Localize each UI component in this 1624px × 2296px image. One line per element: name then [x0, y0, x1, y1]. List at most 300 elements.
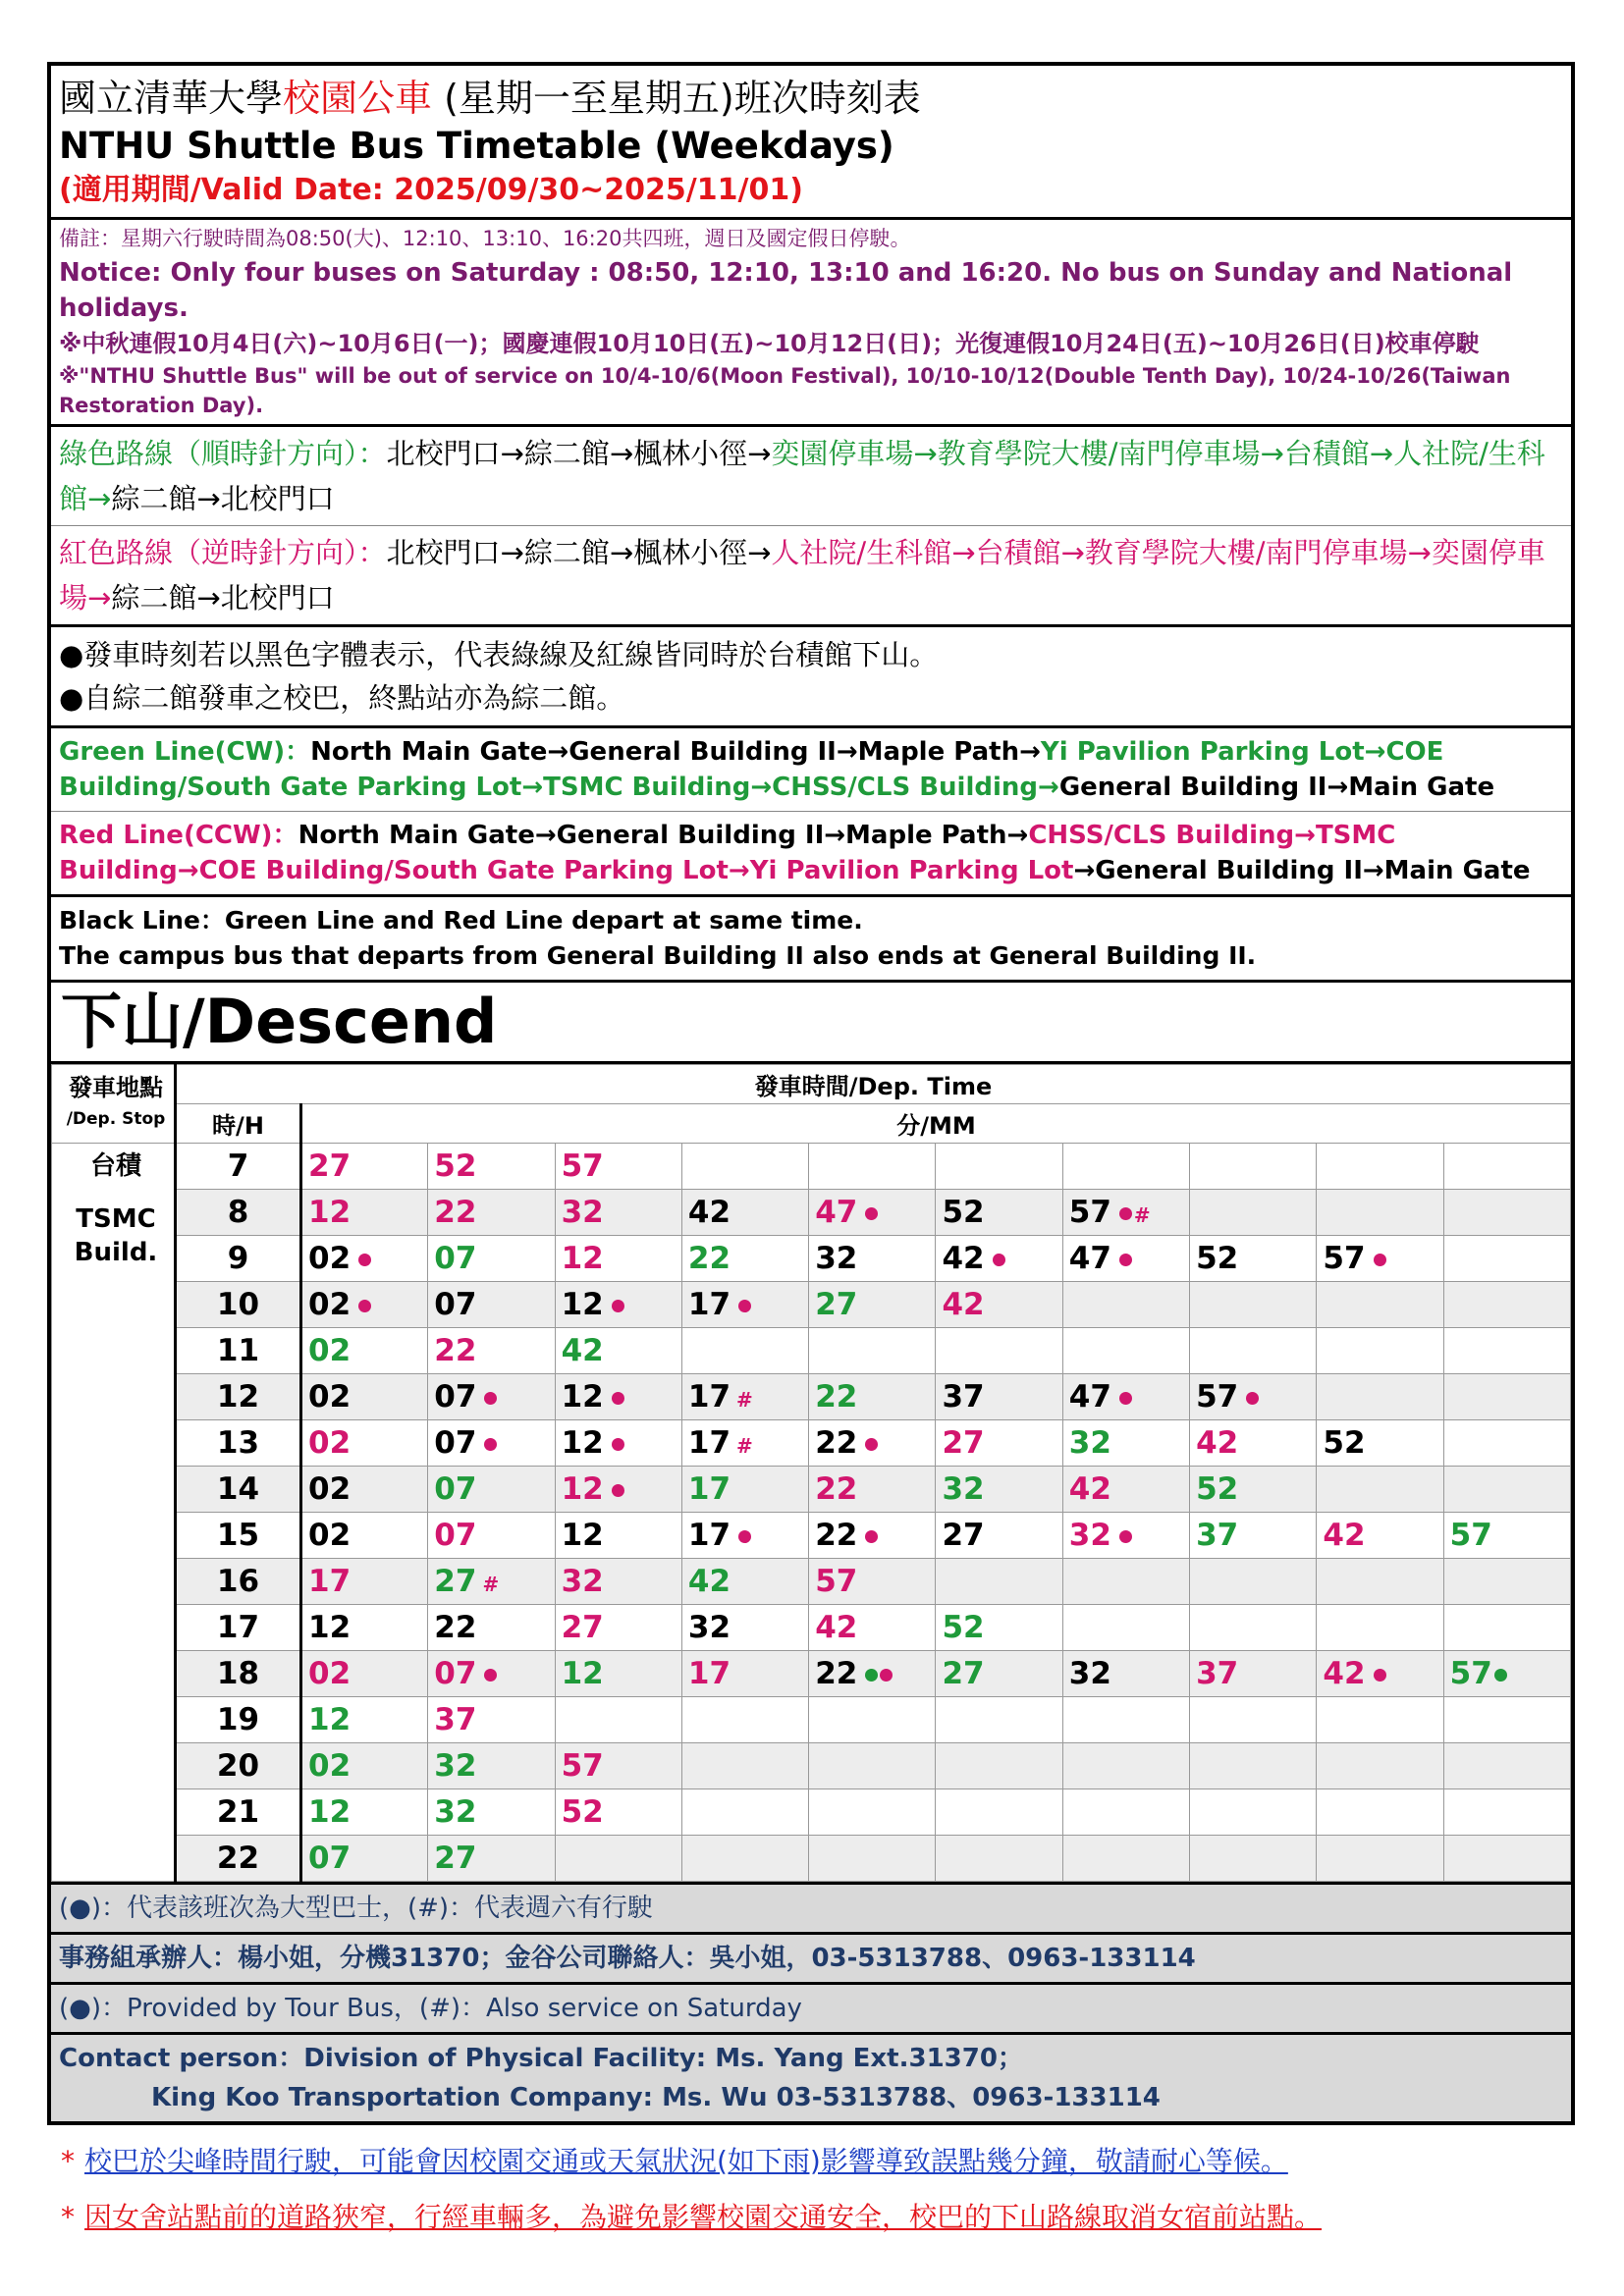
tour-bus-dot-icon: [484, 1438, 497, 1451]
minute-cell: [428, 1789, 555, 1836]
minute-cell: [428, 1605, 555, 1651]
minute-cell: [301, 1144, 428, 1190]
minute-value: 07: [308, 1841, 352, 1876]
minute-value: 32: [687, 1610, 731, 1645]
minute-cell: [555, 1374, 681, 1420]
tour-bus-dot-icon: [865, 1530, 878, 1543]
minute-cell: [681, 1697, 808, 1743]
minute-cell: [1317, 1605, 1443, 1651]
minute-cell: [1190, 1836, 1317, 1882]
dep-stop-label: 台積: [89, 1151, 141, 1181]
minute-cell: [555, 1789, 681, 1836]
minute-cell: [681, 1559, 808, 1605]
minute-cell: [1062, 1328, 1189, 1374]
title-en: NTHU Shuttle Bus Timetable (Weekdays): [59, 125, 894, 167]
table-row: [52, 1190, 1571, 1236]
tour-bus-dot-icon: [358, 1300, 371, 1312]
minute-cell: [1190, 1420, 1317, 1467]
minute-value: 17: [687, 1379, 731, 1415]
minute-cell: [809, 1651, 936, 1697]
minute-value: 52: [434, 1148, 477, 1184]
minute-value: 07: [434, 1287, 477, 1322]
minute-cell: [555, 1282, 681, 1328]
minute-value: 17: [687, 1425, 731, 1461]
minute-cell: [1317, 1236, 1443, 1282]
minute-cell: [936, 1282, 1062, 1328]
minute-value: 42: [1068, 1471, 1111, 1507]
minute-cell: [1317, 1697, 1443, 1743]
minute-cell: [428, 1420, 555, 1467]
minute-cell: [428, 1651, 555, 1697]
contact-zh: 事務組承辦人：楊小姐，分機31370；金谷公司聯絡人：吳小姐，03-5313788、0963-133114: [51, 1935, 1571, 1985]
minute-cell: [301, 1513, 428, 1559]
table-row: [52, 1513, 1571, 1559]
minute-value: 12: [308, 1610, 352, 1645]
minute-cell: [1062, 1697, 1189, 1743]
minute-value: 27: [434, 1841, 477, 1876]
route-segment: North Main Gate→General Building II→Maple Path→: [310, 737, 1041, 767]
table-row: [52, 1697, 1571, 1743]
minute-cell: [301, 1697, 428, 1743]
hour-cell: 11: [176, 1328, 301, 1374]
minute-cell: [809, 1282, 936, 1328]
minute-cell: [681, 1651, 808, 1697]
minute-value: 42: [1323, 1518, 1366, 1553]
green-route-en: [51, 728, 1571, 812]
minute-cell: [936, 1190, 1062, 1236]
minute-cell: [428, 1144, 555, 1190]
minute-cell: [681, 1282, 808, 1328]
contact-en-1: Contact person：Division of Physical Facility: Ms. Yang Ext.31370；: [59, 2044, 1023, 2073]
minute-cell: [428, 1743, 555, 1789]
minute-value: 32: [1068, 1518, 1111, 1553]
tour-bus-dot-icon: [738, 1530, 751, 1543]
tour-bus-dot-icon: [1119, 1530, 1132, 1543]
minute-cell: [936, 1559, 1062, 1605]
tour-bus-dot-icon: [880, 1669, 893, 1682]
contact-en: [51, 2035, 1571, 2121]
minute-value: 02: [308, 1518, 352, 1553]
hour-cell: 22: [176, 1836, 301, 1882]
minute-cell: [936, 1836, 1062, 1882]
minute-cell: [809, 1559, 936, 1605]
minute-value: 07: [434, 1518, 477, 1553]
minute-cell: [1062, 1144, 1189, 1190]
minute-value: 27: [942, 1518, 985, 1553]
minute-cell: [428, 1467, 555, 1513]
minute-cell: [1443, 1328, 1570, 1374]
minute-cell: [809, 1605, 936, 1651]
table-row: [52, 1467, 1571, 1513]
minute-cell: [555, 1605, 681, 1651]
table-row: [52, 1144, 1571, 1190]
timetable: [51, 1064, 1571, 1882]
bottom-note-2: * 因女舍站點前的道路狹窄，行經車輛多，為避免影響校園交通安全，校巴的下山路線取消女宿前站點。: [61, 2201, 1323, 2233]
minute-cell: [1443, 1559, 1570, 1605]
minute-cell: [1190, 1789, 1317, 1836]
tour-bus-dot-icon: [1119, 1392, 1132, 1405]
minute-cell: [1062, 1236, 1189, 1282]
minute-value: 52: [942, 1195, 985, 1230]
minute-cell: [1317, 1420, 1443, 1467]
route-segment: Yi Pavilion Parking Lot→COE Building/South Gate Parking Lot→TSMC Building→CHSS/CLS Building→: [59, 737, 1444, 802]
notice-zh: 備註：星期六行駛時間為08:50(大)、12:10、13:10、16:20共四班，週日及國定假日停駛。: [59, 227, 911, 250]
title-zh-red: 校園公車: [283, 77, 433, 120]
saturday-mark: #: [1133, 1203, 1151, 1227]
title-zh-post: (星期一至星期五)班次時刻表: [432, 77, 921, 120]
minute-cell: [936, 1467, 1062, 1513]
legend-en: (●)：Provided by Tour Bus，(#)：Also service on Saturday: [51, 1985, 1571, 2035]
minute-cell: [428, 1328, 555, 1374]
dep-stop-label: TSMC: [76, 1204, 156, 1234]
minute-value: 37: [434, 1702, 477, 1737]
minute-value: 52: [561, 1794, 604, 1830]
route-segment: North Main Gate→General Building II→Maple Path→: [298, 821, 1029, 850]
dep-stop-cell: [52, 1144, 176, 1882]
red-route-en: [51, 812, 1571, 897]
minute-value: 57: [1196, 1379, 1239, 1415]
minute-cell: [1190, 1282, 1317, 1328]
bullet-note: ●自綜二館發車之校巴，終點站亦為綜二館。: [59, 681, 625, 715]
minute-cell: [1190, 1467, 1317, 1513]
minute-value: 22: [815, 1471, 858, 1507]
title-block: [51, 66, 1571, 220]
green-route-zh: [51, 427, 1571, 526]
black-line-1: Black Line：Green Line and Red Line depart at same time.: [59, 906, 863, 934]
minute-value: 07: [434, 1241, 477, 1276]
dep-stop-en: /Dep. Stop: [66, 1108, 166, 1129]
tour-bus-dot-icon: [484, 1669, 497, 1682]
minute-cell: [1317, 1513, 1443, 1559]
minute-cell: [809, 1144, 936, 1190]
minute-cell: [936, 1328, 1062, 1374]
minute-cell: [936, 1789, 1062, 1836]
minute-value: 12: [561, 1241, 604, 1276]
tour-bus-dot-icon: [865, 1207, 878, 1220]
minute-value: 57: [561, 1148, 604, 1184]
hour-cell: 19: [176, 1697, 301, 1743]
minute-cell: [301, 1236, 428, 1282]
table-row: [52, 1420, 1571, 1467]
tour-bus-dot-icon: [1119, 1254, 1132, 1266]
minute-cell: [1443, 1144, 1570, 1190]
minute-value: 52: [942, 1610, 985, 1645]
timetable-frame: [47, 62, 1575, 2125]
minute-cell: [428, 1236, 555, 1282]
minute-cell: [809, 1697, 936, 1743]
minute-value: 17: [687, 1471, 731, 1507]
minute-cell: [301, 1467, 428, 1513]
minute-cell: [301, 1328, 428, 1374]
hour-cell: 17: [176, 1605, 301, 1651]
minute-value: 27: [308, 1148, 352, 1184]
notice-block: [51, 220, 1571, 427]
minute-value: 17: [687, 1656, 731, 1691]
minute-cell: [1317, 1374, 1443, 1420]
table-row: [52, 1651, 1571, 1697]
minute-cell: [555, 1651, 681, 1697]
minute-value: 42: [942, 1287, 985, 1322]
hour-cell: 7: [176, 1144, 301, 1190]
tour-bus-dot-icon: [612, 1300, 624, 1312]
tour-bus-dot-icon: [1246, 1392, 1259, 1405]
minute-value: 57: [1449, 1518, 1492, 1553]
saturday-mark: #: [482, 1573, 500, 1596]
holiday-en: ※"NTHU Shuttle Bus" will be out of service on 10/4-10/6(Moon Festival), 10/10-10/12(Double Tenth Day), 10/24-10/26(Taiwan Restoration Day).: [59, 364, 1511, 417]
minute-cell: [1443, 1836, 1570, 1882]
minute-cell: [681, 1190, 808, 1236]
minute-cell: [1062, 1190, 1189, 1236]
minute-value: 22: [434, 1610, 477, 1645]
minute-cell: [1062, 1513, 1189, 1559]
minute-cell: [936, 1513, 1062, 1559]
minute-value: 57: [815, 1564, 858, 1599]
table-row: [52, 1282, 1571, 1328]
contact-en-2: King Koo Transportation Company: Ms. Wu 03-5313788、0963-133114: [151, 2083, 1161, 2112]
minute-value: 07: [434, 1379, 477, 1415]
minute-cell: [809, 1513, 936, 1559]
minute-cell: [1062, 1467, 1189, 1513]
table-row: [52, 1743, 1571, 1789]
bottom-note-text: 校巴於尖峰時間行駛，可能會因校園交通或天氣狀況(如下雨)影響導致誤點幾分鐘，敬請耐心等候。: [84, 2145, 1288, 2177]
minute-cell: [301, 1190, 428, 1236]
minute-cell: [555, 1420, 681, 1467]
minute-cell: [1317, 1651, 1443, 1697]
hour-cell: 10: [176, 1282, 301, 1328]
minute-value: 42: [1196, 1425, 1239, 1461]
dep-stop-header: [52, 1065, 176, 1144]
minute-value: 32: [434, 1748, 477, 1784]
minute-cell: [555, 1743, 681, 1789]
table-row: [52, 1328, 1571, 1374]
minute-value: 22: [815, 1656, 858, 1691]
minute-value: 22: [815, 1379, 858, 1415]
minute-cell: [681, 1420, 808, 1467]
minute-cell: [1443, 1467, 1570, 1513]
minute-value: 12: [561, 1518, 604, 1553]
tour-bus-dot-icon: [993, 1254, 1005, 1266]
minute-cell: [936, 1236, 1062, 1282]
minute-cell: [681, 1836, 808, 1882]
tour-bus-dot-icon: [1374, 1669, 1386, 1682]
minute-cell: [428, 1513, 555, 1559]
minute-value: 37: [1196, 1518, 1239, 1553]
minute-value: 37: [942, 1379, 985, 1415]
minute-cell: [1062, 1789, 1189, 1836]
minute-cell: [809, 1328, 936, 1374]
minute-value: 57: [561, 1748, 604, 1784]
hour-cell: 18: [176, 1651, 301, 1697]
minute-value: 22: [815, 1518, 858, 1553]
route-segment: Green Line(CW)：: [59, 737, 311, 767]
minute-value: 57: [1449, 1656, 1492, 1691]
valid-date: (適用期間/Valid Date: 2025/09/30~2025/11/01): [59, 173, 803, 207]
minute-value: 32: [561, 1195, 604, 1230]
minute-cell: [809, 1836, 936, 1882]
minute-cell: [555, 1190, 681, 1236]
minute-cell: [936, 1605, 1062, 1651]
minute-cell: [1443, 1420, 1570, 1467]
minute-cell: [555, 1559, 681, 1605]
tour-bus-dot-icon: [612, 1484, 624, 1497]
hour-cell: 20: [176, 1743, 301, 1789]
minute-cell: [301, 1374, 428, 1420]
minute-value: 12: [308, 1794, 352, 1830]
minute-cell: [809, 1374, 936, 1420]
minute-cell: [809, 1789, 936, 1836]
minute-cell: [1062, 1374, 1189, 1420]
minute-cell: [1062, 1420, 1189, 1467]
minute-cell: [301, 1789, 428, 1836]
minute-cell: [555, 1236, 681, 1282]
minute-value: 47: [1068, 1379, 1111, 1415]
minute-cell: [1317, 1144, 1443, 1190]
minute-cell: [428, 1697, 555, 1743]
minute-cell: [681, 1743, 808, 1789]
minute-cell: [1062, 1605, 1189, 1651]
minute-cell: [1317, 1190, 1443, 1236]
hour-header: 時/H: [176, 1104, 301, 1144]
minute-cell: [1443, 1190, 1570, 1236]
route-segment: 北校門口→綜二館→楓林小徑→: [386, 536, 772, 569]
minute-cell: [681, 1374, 808, 1420]
minute-value: 22: [815, 1425, 858, 1461]
minute-cell: [1443, 1605, 1570, 1651]
tour-bus-dot-icon: [484, 1392, 497, 1405]
minute-cell: [1190, 1651, 1317, 1697]
bullet-note: ●發車時刻若以黑色字體表示，代表綠線及紅線皆同時於台積館下山。: [59, 638, 939, 671]
minute-cell: [681, 1513, 808, 1559]
minute-value: 12: [308, 1702, 352, 1737]
minute-cell: [1190, 1374, 1317, 1420]
route-segment: →General Building II→Main Gate: [1073, 856, 1531, 885]
route-segment: CHSS/CLS Building→TSMC Building→COE Building/South Gate Parking Lot→Yi Pavilion Parking Lot: [59, 821, 1396, 885]
minute-cell: [301, 1559, 428, 1605]
minute-cell: [555, 1513, 681, 1559]
minute-value: 27: [942, 1425, 985, 1461]
minute-value: 32: [1068, 1425, 1111, 1461]
minute-value: 47: [1068, 1241, 1111, 1276]
minute-cell: [1443, 1651, 1570, 1697]
route-segment: 紅色路線（逆時針方向）：: [59, 536, 387, 569]
minute-value: 52: [1196, 1241, 1239, 1276]
minute-cell: [301, 1605, 428, 1651]
minute-cell: [681, 1236, 808, 1282]
minute-value: 12: [561, 1425, 604, 1461]
minute-value: 32: [815, 1241, 858, 1276]
minute-cell: [1190, 1743, 1317, 1789]
minute-cell: [809, 1467, 936, 1513]
minute-value: 42: [687, 1195, 731, 1230]
minute-value: 12: [561, 1471, 604, 1507]
minute-cell: [936, 1374, 1062, 1420]
minute-value: 42: [815, 1610, 858, 1645]
minute-cell: [555, 1328, 681, 1374]
minute-cell: [809, 1743, 936, 1789]
minute-value: 02: [308, 1241, 352, 1276]
minute-value: 52: [1323, 1425, 1366, 1461]
minute-value: 52: [1196, 1471, 1239, 1507]
holiday-zh: ※中秋連假10月4日(六)~10月6日(一)；國慶連假10月10日(五)~10月12日(日)；光復連假10月24日(五)~10月26日(日)校車停駛: [59, 330, 1480, 357]
bottom-note-1: * 校巴於尖峰時間行駛，可能會因校園交通或天氣狀況(如下雨)影響導致誤點幾分鐘，敬請耐心等候。: [61, 2145, 1288, 2177]
table-row: [52, 1559, 1571, 1605]
route-segment: Red Line(CCW)：: [59, 821, 298, 850]
tour-bus-dot-icon: [1119, 1207, 1132, 1220]
minute-value: 32: [1068, 1656, 1111, 1691]
minute-cell: [809, 1190, 936, 1236]
minute-value: 32: [942, 1471, 985, 1507]
hour-cell: 16: [176, 1559, 301, 1605]
minute-cell: [1443, 1789, 1570, 1836]
minute-value: 27: [561, 1610, 604, 1645]
minute-cell: [936, 1697, 1062, 1743]
table-row: [52, 1236, 1571, 1282]
minute-value: 12: [308, 1195, 352, 1230]
hour-cell: 9: [176, 1236, 301, 1282]
tour-bus-dot-icon: [612, 1392, 624, 1405]
dep-stop-label: Build.: [74, 1238, 158, 1267]
minute-cell: [428, 1559, 555, 1605]
minute-cell: [1062, 1743, 1189, 1789]
minute-cell: [1443, 1236, 1570, 1282]
minute-value: 22: [434, 1195, 477, 1230]
minute-value: 37: [1196, 1656, 1239, 1691]
minute-cell: [1062, 1651, 1189, 1697]
tour-bus-dot-icon: [865, 1669, 878, 1682]
minute-cell: [301, 1743, 428, 1789]
legend-zh: (●)：代表該班次為大型巴士，(#)：代表週六有行駛: [51, 1882, 1571, 1935]
minute-cell: [1062, 1559, 1189, 1605]
route-segment: 北校門口→綜二館→楓林小徑→: [386, 437, 772, 470]
black-line-2: The campus bus that departs from General Building II also ends at General Building II.: [59, 941, 1257, 970]
minute-cell: [1443, 1697, 1570, 1743]
minute-cell: [301, 1651, 428, 1697]
route-segment: 綜二館→北校門口: [111, 482, 335, 515]
minute-cell: [1317, 1467, 1443, 1513]
minute-header: 分/MM: [301, 1104, 1571, 1144]
minute-cell: [555, 1836, 681, 1882]
minute-cell: [555, 1467, 681, 1513]
saturday-mark: #: [736, 1434, 753, 1458]
minute-cell: [1443, 1513, 1570, 1559]
minute-cell: [809, 1420, 936, 1467]
hour-cell: 14: [176, 1467, 301, 1513]
minute-cell: [809, 1236, 936, 1282]
minute-cell: [1190, 1144, 1317, 1190]
hour-cell: 8: [176, 1190, 301, 1236]
dep-stop-zh: 發車地點: [69, 1073, 163, 1101]
red-route-zh: [51, 526, 1571, 627]
minute-cell: [1443, 1374, 1570, 1420]
minute-cell: [936, 1144, 1062, 1190]
minute-cell: [301, 1282, 428, 1328]
dep-time-header: 發車時間/Dep. Time: [176, 1065, 1571, 1104]
minute-value: 12: [561, 1287, 604, 1322]
table-row: [52, 1605, 1571, 1651]
route-segment: 人社院/生科館→台積館→教育學院大樓/南門停車場→奕園停車場→: [59, 536, 1545, 614]
minute-value: 02: [308, 1656, 352, 1691]
saturday-mark: #: [736, 1388, 753, 1412]
minute-cell: [1190, 1697, 1317, 1743]
minute-value: 17: [687, 1518, 731, 1553]
descend-heading: 下山/Descend: [51, 983, 1571, 1064]
minute-value: 02: [308, 1748, 352, 1784]
minute-value: 17: [687, 1287, 731, 1322]
minute-value: 32: [434, 1794, 477, 1830]
tour-bus-dot-icon: [865, 1438, 878, 1451]
minute-value: 22: [434, 1333, 477, 1368]
minute-value: 42: [1323, 1656, 1366, 1691]
